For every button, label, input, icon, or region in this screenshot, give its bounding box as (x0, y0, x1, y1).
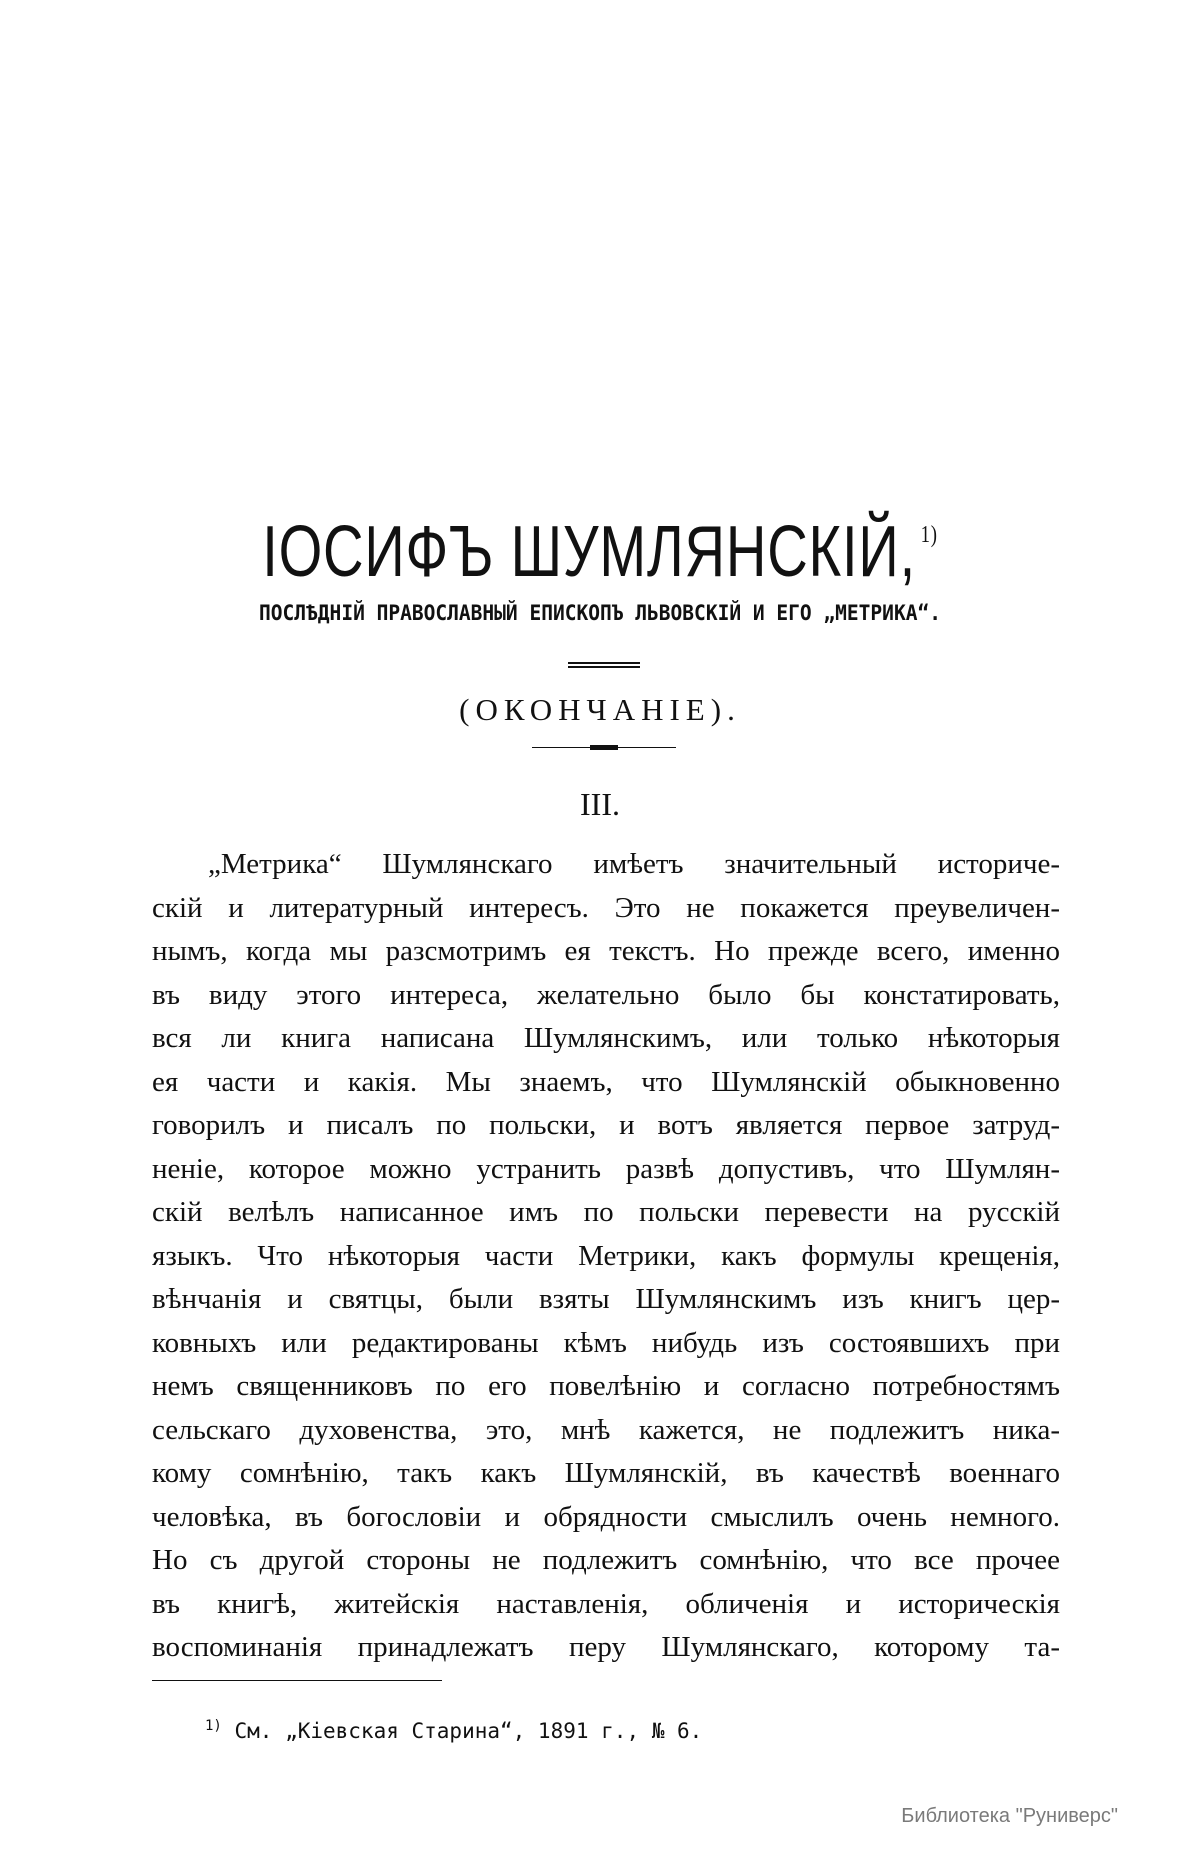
text-line: скій и литературный интересъ. Это не покажется преувеличен- (152, 891, 1060, 924)
text-line: Но съ другой стороны не подлежитъ сомнѣнію, что все прочее (152, 1544, 1060, 1576)
article-title (132, 495, 1068, 592)
text-line: въ виду этого интереса, желательно было бы констатировать, (152, 978, 1060, 1011)
footnote-mark: 1) (205, 1718, 222, 1734)
text-line: ея части и какія. Мы знаемъ, что Шумлянскій обыкновенно (152, 1065, 1060, 1098)
text-line: ковныхъ или редактированы кѣмъ нибудь изъ состоявшихъ при (152, 1326, 1060, 1359)
text-line: нымъ, когда мы разсмотримъ ея текстъ. Но прежде всего, именно (152, 935, 1060, 967)
text-line: „Метрика“ Шумлянскаго имѣетъ значительный историче- (208, 848, 1060, 880)
text-line: кому сомнѣнію, такъ какъ Шумлянскій, въ качествѣ военнаго (152, 1457, 1060, 1489)
continuation-label: (ОКОНЧАНІЕ). (459, 692, 741, 727)
title-footnote-mark: 1) (920, 522, 938, 548)
text-line: вѣнчанія и святцы, были взяты Шумлянскимъ изъ книгъ цер- (152, 1283, 1060, 1315)
article-subtitle: ПОСЛѢДНІЙ ПРАВОСЛАВНЫЙ ЕПИСКОПЪ ЛЬВОВСКІЙ И ЕГО „МЕТРИКА“. (259, 601, 941, 625)
text-line: языкъ. Что нѣкоторыя части Метрики, какъ формулы крещенія, (152, 1239, 1060, 1272)
text-line: человѣка, въ богословіи и обрядности смыслилъ очень немного. (152, 1500, 1060, 1533)
footnote-text: См. „Кіевская Старина“, 1891 г., № 6. (221, 1719, 703, 1743)
article-title-text: ІОСИФЪ ШУМЛЯНСКІЙ, (262, 512, 916, 592)
ornament-bar (590, 745, 618, 750)
ornament-divider (532, 744, 676, 752)
footnote (205, 1712, 702, 1745)
text-line: неніе, которое можно устранить развѣ допустивъ, что Шумлян- (152, 1152, 1060, 1185)
body-paragraph (152, 843, 1060, 1670)
text-line: вся ли книга написана Шумлянскимъ, или только нѣкоторыя (152, 1022, 1060, 1054)
text-line: немъ священниковъ по его повелѣнію и согласно потребностямъ (152, 1370, 1060, 1402)
double-rule-divider (568, 662, 640, 668)
text-line: въ книгѣ, житейскія наставленія, обличенія и историческія (152, 1587, 1060, 1620)
library-watermark: Библиотека "Руниверс" (901, 1805, 1118, 1827)
text-line: сельскаго духовенства, это, мнѣ кажется, не подлежитъ ника- (152, 1413, 1060, 1446)
section-number: III. (580, 786, 620, 822)
text-line: скій велѣлъ написанное имъ по польски перевести на русскій (152, 1196, 1060, 1228)
footnote-rule (152, 1680, 442, 1681)
text-line: говорилъ и писалъ по польски, и вотъ является первое затруд- (152, 1109, 1060, 1141)
text-line: воспоминанія принадлежатъ перу Шумлянскаго, которому та- (152, 1631, 1060, 1663)
